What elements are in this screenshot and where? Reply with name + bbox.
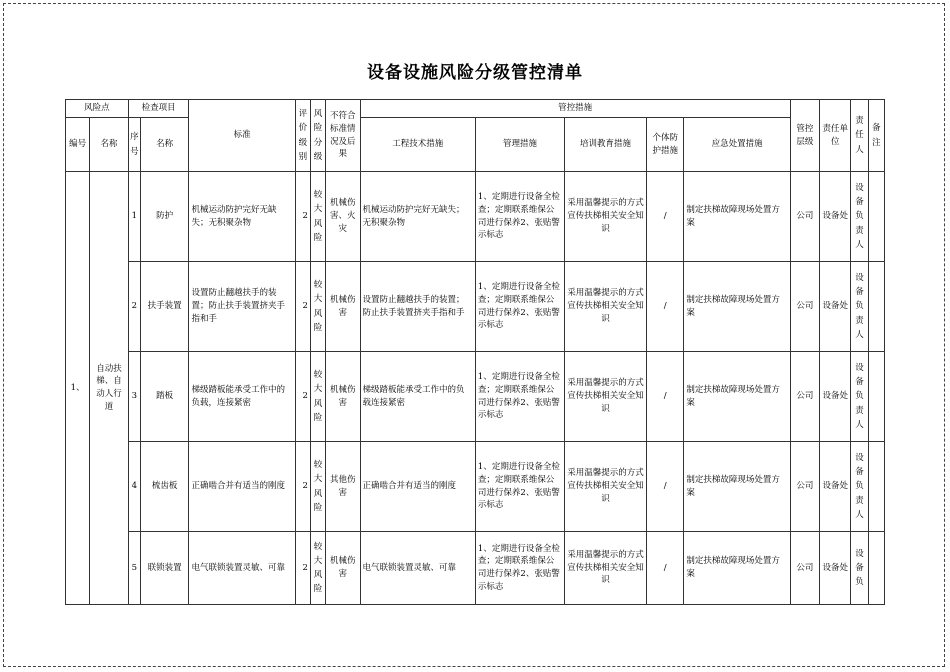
row-training: 采用温馨提示的方式宣传扶梯相关安全知识 bbox=[564, 442, 646, 532]
row-person: 设备负责人 bbox=[851, 352, 868, 442]
row-standard: 梯级踏板能承受工作中的负载，连接紧密 bbox=[189, 352, 295, 442]
group-no: 1、 bbox=[66, 172, 90, 605]
row-risk: 较大风险 bbox=[310, 442, 325, 532]
row-layer: 公司 bbox=[790, 352, 819, 442]
row-ppe: / bbox=[646, 532, 683, 605]
row-item-name: 梳齿板 bbox=[140, 442, 189, 532]
row-management: 1、定期进行设备全检查；定期联系维保公司进行保养2、张贴警示标志 bbox=[475, 532, 564, 605]
row-seq: 2 bbox=[128, 262, 140, 352]
row-training: 采用温馨提示的方式宣传扶梯相关安全知识 bbox=[564, 352, 646, 442]
row-emergency: 制定扶梯故障现场处置方案 bbox=[684, 352, 790, 442]
header-mgmt-measures: 管理措施 bbox=[475, 118, 564, 172]
header-name: 名称 bbox=[90, 118, 128, 172]
row-consequence: 机械伤害、火灾 bbox=[326, 172, 360, 262]
row-engineering: 电气联锁装置灵敏、可靠 bbox=[360, 532, 475, 605]
header-seq: 序号 bbox=[128, 118, 140, 172]
row-person: 设备负责人 bbox=[851, 172, 868, 262]
header-eng-measures: 工程技术措施 bbox=[360, 118, 475, 172]
row-item-name: 联锁装置 bbox=[140, 532, 189, 605]
header-row-1 bbox=[66, 100, 885, 118]
row-eval: 2 bbox=[295, 352, 310, 442]
row-management: 1、定期进行设备全检查；定期联系维保公司进行保养2、张贴警示标志 bbox=[475, 442, 564, 532]
document-title: 设备设施风险分级管控清单 bbox=[367, 63, 583, 83]
row-note bbox=[868, 352, 884, 442]
header-control-layer: 管控层级 bbox=[790, 100, 819, 172]
row-training: 采用温馨提示的方式宣传扶梯相关安全知识 bbox=[564, 532, 646, 605]
row-unit: 设备处 bbox=[820, 532, 851, 605]
row-seq: 3 bbox=[128, 352, 140, 442]
row-engineering: 正确啮合并有适当的刚度 bbox=[360, 442, 475, 532]
row-seq: 5 bbox=[128, 532, 140, 605]
row-consequence: 机械伤害 bbox=[326, 262, 360, 352]
row-eval: 2 bbox=[295, 262, 310, 352]
row-standard: 机械运动防护完好无缺失；无积聚杂物 bbox=[189, 172, 295, 262]
row-consequence: 机械伤害 bbox=[326, 352, 360, 442]
row-risk: 较大风险 bbox=[310, 532, 325, 605]
row-eval: 2 bbox=[295, 442, 310, 532]
row-seq: 4 bbox=[128, 442, 140, 532]
row-management: 1、定期进行设备全检查；定期联系维保公司进行保养2、张贴警示标志 bbox=[475, 352, 564, 442]
table-row bbox=[66, 262, 885, 352]
row-note bbox=[868, 262, 884, 352]
group-name: 自动扶梯、自动人行道 bbox=[90, 172, 128, 605]
row-emergency: 制定扶梯故障现场处置方案 bbox=[684, 532, 790, 605]
row-unit: 设备处 bbox=[820, 352, 851, 442]
header-training: 培训教育措施 bbox=[564, 118, 646, 172]
header-emergency: 应急处置措施 bbox=[684, 118, 790, 172]
risk-control-table bbox=[65, 99, 885, 605]
row-ppe: / bbox=[646, 262, 683, 352]
row-training: 采用温馨提示的方式宣传扶梯相关安全知识 bbox=[564, 172, 646, 262]
row-ppe: / bbox=[646, 352, 683, 442]
header-risk-point: 风险点 bbox=[66, 100, 129, 118]
row-standard: 正确啮合并有适当的刚度 bbox=[189, 442, 295, 532]
row-unit: 设备处 bbox=[820, 442, 851, 532]
header-control-measures: 管控措施 bbox=[360, 100, 790, 118]
row-emergency: 制定扶梯故障现场处置方案 bbox=[684, 172, 790, 262]
row-risk: 较大风险 bbox=[310, 352, 325, 442]
header-row-2 bbox=[66, 118, 885, 172]
row-management: 1、定期进行设备全检查；定期联系维保公司进行保养2、张贴警示标志 bbox=[475, 172, 564, 262]
row-eval: 2 bbox=[295, 532, 310, 605]
row-consequence: 机械伤害 bbox=[326, 532, 360, 605]
row-layer: 公司 bbox=[790, 172, 819, 262]
row-emergency: 制定扶梯故障现场处置方案 bbox=[684, 262, 790, 352]
header-note: 备注 bbox=[868, 100, 884, 172]
row-unit: 设备处 bbox=[820, 262, 851, 352]
row-person: 设备负责人 bbox=[851, 442, 868, 532]
header-item-name: 名称 bbox=[140, 118, 189, 172]
row-ppe: / bbox=[646, 442, 683, 532]
row-ppe: / bbox=[646, 172, 683, 262]
header-no: 编号 bbox=[66, 118, 90, 172]
table-row bbox=[66, 442, 885, 532]
row-engineering: 梯级踏板能承受工作中的负载连接紧密 bbox=[360, 352, 475, 442]
row-consequence: 其他伤害 bbox=[326, 442, 360, 532]
row-note bbox=[868, 172, 884, 262]
header-standard: 标准 bbox=[189, 100, 295, 172]
row-item-name: 防护 bbox=[140, 172, 189, 262]
row-engineering: 机械运动防护完好无缺失；无积聚杂物 bbox=[360, 172, 475, 262]
row-layer: 公司 bbox=[790, 442, 819, 532]
row-person: 设备负 bbox=[851, 532, 868, 605]
table-row bbox=[66, 172, 885, 262]
row-item-name: 扶手装置 bbox=[140, 262, 189, 352]
table-row bbox=[66, 532, 885, 605]
header-eval-level: 评价级别 bbox=[295, 100, 310, 172]
row-item-name: 踏板 bbox=[140, 352, 189, 442]
row-standard: 电气联锁装置灵敏、可靠 bbox=[189, 532, 295, 605]
row-risk: 较大风险 bbox=[310, 262, 325, 352]
row-engineering: 设置防止翻越扶手的装置；防止扶手装置挤夹手指和手 bbox=[360, 262, 475, 352]
row-eval: 2 bbox=[295, 172, 310, 262]
row-seq: 1 bbox=[128, 172, 140, 262]
header-resp-unit: 责任单位 bbox=[820, 100, 851, 172]
row-management: 1、定期进行设备全检查；定期联系维保公司进行保养2、张贴警示标志 bbox=[475, 262, 564, 352]
row-training: 采用温馨提示的方式宣传扶梯相关安全知识 bbox=[564, 262, 646, 352]
row-note bbox=[868, 532, 884, 605]
row-unit: 设备处 bbox=[820, 172, 851, 262]
header-risk-level: 风险分级 bbox=[310, 100, 325, 172]
row-person: 设备负责人 bbox=[851, 262, 868, 352]
row-standard: 设置防止翻越扶手的装置；防止扶手装置挤夹手指和手 bbox=[189, 262, 295, 352]
row-risk: 较大风险 bbox=[310, 172, 325, 262]
header-resp-person: 责任人 bbox=[851, 100, 868, 172]
row-layer: 公司 bbox=[790, 532, 819, 605]
row-emergency: 制定扶梯故障现场处置方案 bbox=[684, 442, 790, 532]
header-check-item: 检查项目 bbox=[128, 100, 189, 118]
row-layer: 公司 bbox=[790, 262, 819, 352]
header-nonconform: 不符合标准情况及后果 bbox=[326, 100, 360, 172]
row-note bbox=[868, 442, 884, 532]
header-ppe: 个体防护措施 bbox=[646, 118, 683, 172]
table-row bbox=[66, 352, 885, 442]
